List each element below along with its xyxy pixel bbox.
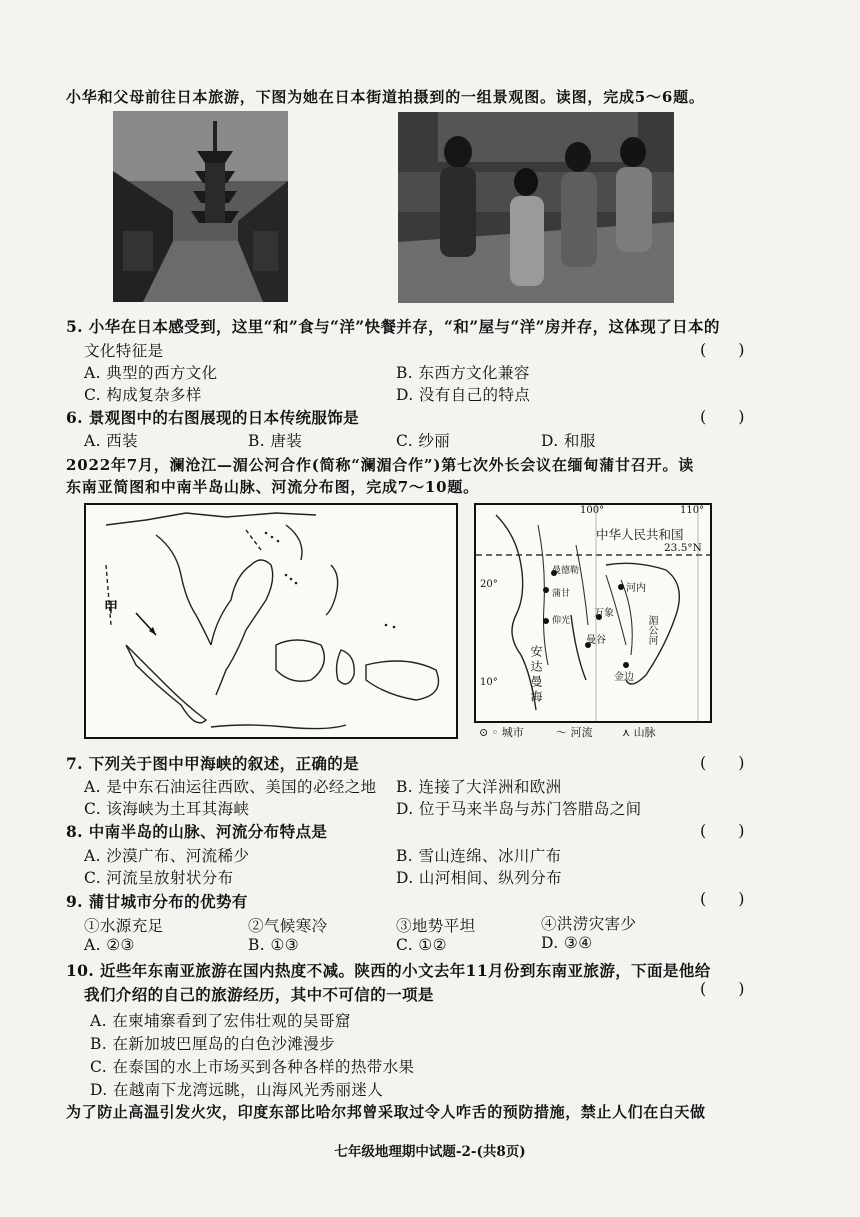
q8-stem: 8. 中南半岛的山脉、河流分布特点是 xyxy=(66,822,328,841)
label-yangon: 仰光 xyxy=(552,616,571,626)
q6-option-a[interactable]: A. 西装 xyxy=(84,432,139,450)
label-lon-100: 100° xyxy=(580,505,605,516)
q10-answer-blank[interactable]: ( ) xyxy=(700,979,745,998)
q9-statement-1: ①水源充足 xyxy=(84,917,164,935)
label-phnompenh: 金边 xyxy=(614,672,634,683)
label-pagan: 蒲甘 xyxy=(552,589,571,599)
q9-statement-2: ②气候寒冷 xyxy=(248,917,328,935)
q5-answer-blank[interactable]: ( ) xyxy=(700,340,745,359)
legend-city-icon: ⊙ ◦ xyxy=(479,726,502,739)
label-jia: 甲 xyxy=(104,600,118,616)
q5-option-b[interactable]: B. 东西方文化兼容 xyxy=(396,364,530,382)
label-vientiane: 万象 xyxy=(594,608,614,619)
intro-q5-6: 小华和父母前往日本旅游，下图为她在日本街道拍摄到的一组景观图。读图，完成5～6题。 xyxy=(66,88,705,106)
q8-answer-blank[interactable]: ( ) xyxy=(700,821,745,840)
label-mekong: 湄公河 xyxy=(646,615,657,645)
q10-option-d[interactable]: D. 在越南下龙湾远眺，山海风光秀丽迷人 xyxy=(90,1081,384,1099)
q8-option-b[interactable]: B. 雪山连绵、冰川广布 xyxy=(396,847,562,865)
intro-q7-10-line2: 东南亚简图和中南半岛山脉、河流分布图，完成7～10题。 xyxy=(66,478,479,496)
q9-option-d[interactable]: D. ③④ xyxy=(541,934,593,952)
legend-river-text: 河流 xyxy=(570,726,593,739)
page-footer: 七年级地理期中试题-2-(共8页) xyxy=(334,1144,526,1160)
label-hanoi: 河内 xyxy=(626,583,646,594)
q10-option-b[interactable]: B. 在新加坡巴厘岛的白色沙滩漫步 xyxy=(90,1035,336,1053)
q9-answer-blank[interactable]: ( ) xyxy=(700,889,745,908)
q5-option-a[interactable]: A. 典型的西方文化 xyxy=(84,364,218,382)
legend-mountain xyxy=(622,724,656,740)
label-mandalay: 曼德勒 xyxy=(552,566,580,576)
q9-statement-3: ③地势平坦 xyxy=(396,917,476,935)
q7-option-a[interactable]: A. 是中东石油运往西欧、美国的必经之地 xyxy=(84,778,377,796)
q8-option-d[interactable]: D. 山河相间、纵列分布 xyxy=(396,869,563,887)
q8-option-c[interactable]: C. 河流呈放射状分布 xyxy=(84,869,234,887)
q6-option-b[interactable]: B. 唐装 xyxy=(248,432,303,450)
pagoda-image xyxy=(113,111,288,302)
legend-mountain-text: 山脉 xyxy=(633,726,656,739)
q10-stem-line1: 10. 近些年东南亚旅游在国内热度不减。陕西的小文去年11月份到东南亚旅游，下面是他给 xyxy=(66,961,711,980)
map-indochina xyxy=(474,503,712,723)
legend-river-icon: 〜 xyxy=(556,726,571,739)
q7-option-b[interactable]: B. 连接了大洋洲和欧洲 xyxy=(396,778,562,796)
q6-option-c[interactable]: C. 纱丽 xyxy=(396,432,451,450)
q5-stem-line2: 文化特征是 xyxy=(84,342,164,360)
label-tropic: 23.5°N xyxy=(664,542,702,554)
q6-answer-blank[interactable]: ( ) xyxy=(700,407,745,426)
q9-option-a[interactable]: A. ②③ xyxy=(84,936,135,954)
q10-stem-line2: 我们介绍的自己的旅游经历，其中不可信的一项是 xyxy=(84,985,434,1004)
photo-pagoda-street xyxy=(113,111,288,302)
intro-q7-10-line1: 2022年7月，澜沧江—湄公河合作(简称“澜湄合作”)第七次外长会议在缅甸蒲甘召开。读 xyxy=(66,456,695,474)
q10-option-c[interactable]: C. 在泰国的水上市场买到各种各样的热带水果 xyxy=(90,1058,415,1076)
label-country: 中华人民共和国 xyxy=(596,527,684,542)
mountain-icon: ⋏ xyxy=(622,726,634,739)
q7-answer-blank[interactable]: ( ) xyxy=(700,753,745,772)
q10-option-a[interactable]: A. 在柬埔寨看到了宏伟壮观的吴哥窟 xyxy=(90,1012,351,1030)
q5-stem-line1: 5. 小华在日本感受到，这里“和”食与“洋”快餐并存，“和”屋与“洋”房并存，这体现了日本的 xyxy=(66,317,720,336)
q9-stem: 9. 蒲甘城市分布的优势有 xyxy=(66,892,248,911)
legend-city xyxy=(479,724,524,740)
kimono-image xyxy=(398,112,674,303)
label-lat-20: 20° xyxy=(480,579,498,590)
photo-kimono-street xyxy=(398,112,674,303)
label-bangkok: 曼谷 xyxy=(586,635,606,646)
q9-statement-4: ④洪涝灾害少 xyxy=(541,915,637,933)
q5-option-d[interactable]: D. 没有自己的特点 xyxy=(396,386,531,404)
q9-option-b[interactable]: B. ①③ xyxy=(248,936,300,954)
q7-stem: 7. 下列关于图中甲海峡的叙述，正确的是 xyxy=(66,754,360,773)
tail-intro-next: 为了防止高温引发火灾，印度东部比哈尔邦曾采取过令人咋舌的预防措施，禁止人们在白天做 xyxy=(66,1103,706,1121)
q5-option-c[interactable]: C. 构成复杂多样 xyxy=(84,386,202,404)
label-lon-110: 110° xyxy=(680,505,705,516)
southeast-asia-outline xyxy=(86,505,456,737)
label-andaman: 安达曼海 xyxy=(529,645,543,705)
q9-option-c[interactable]: C. ①② xyxy=(396,936,447,954)
legend-city-text: 城市 xyxy=(501,726,524,739)
legend-river xyxy=(556,724,593,740)
q6-stem: 6. 景观图中的右图展现的日本传统服饰是 xyxy=(66,408,360,427)
map-southeast-asia xyxy=(84,503,458,739)
q8-option-a[interactable]: A. 沙漠广布、河流稀少 xyxy=(84,847,250,865)
q7-option-d[interactable]: D. 位于马来半岛与苏门答腊岛之间 xyxy=(396,800,642,818)
label-lat-10: 10° xyxy=(480,677,498,688)
q7-option-c[interactable]: C. 该海峡为土耳其海峡 xyxy=(84,800,250,818)
q6-option-d[interactable]: D. 和服 xyxy=(541,432,596,450)
